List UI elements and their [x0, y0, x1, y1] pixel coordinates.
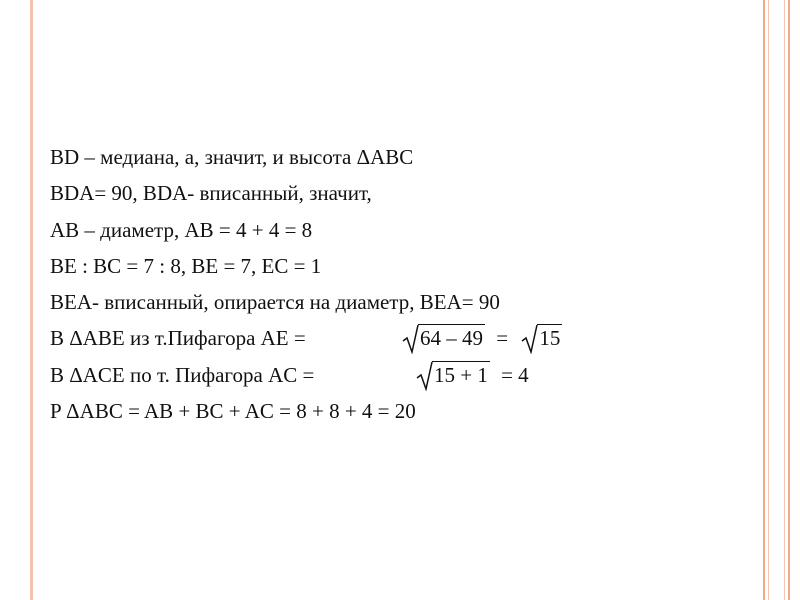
right-border-inner [768, 0, 785, 600]
text-line-7 [50, 357, 750, 393]
equals-sign: = [496, 326, 509, 351]
text-line-3: AB – диаметр, AB = 4 + 4 = 8 [50, 217, 313, 242]
formula-ac [414, 357, 529, 393]
text-line-4: BE : BC = 7 : 8, BE = 7, EC = 1 [50, 253, 322, 278]
radicand-15: 15 [539, 326, 561, 351]
radical-sign-icon [521, 324, 539, 354]
formula-ae [400, 320, 562, 356]
radicand-15-1: 15 + 1 [434, 362, 488, 387]
text-line-8: P ΔABC = AB + BC + AC = 8 + 8 + 4 = 20 [50, 399, 416, 424]
pythagoras-abe-text: В ΔABE из т.Пифагора AE = [50, 326, 306, 351]
radical-sign-icon [402, 324, 420, 354]
text-line-6 [50, 320, 750, 356]
text-line-5: BEA- вписанный, опирается на диаметр, BEA= 90 [50, 290, 500, 315]
pythagoras-ace-text: В ΔACE по т. Пифагора AC = [50, 362, 315, 387]
sqrt-64-49 [402, 320, 485, 356]
radical-sign-icon [416, 361, 434, 391]
slide-content [50, 139, 750, 429]
radicand-64-49: 64 – 49 [420, 326, 483, 351]
sqrt-15 [521, 320, 562, 356]
text-line-1: BD – медиана, а, значит, и высота ΔABC [50, 145, 414, 169]
text-line-2: BDA= 90, BDA- вписанный, значит, [50, 181, 372, 206]
left-border-line [30, 0, 33, 600]
result-4: = 4 [501, 362, 529, 387]
sqrt-15-1 [416, 357, 490, 393]
